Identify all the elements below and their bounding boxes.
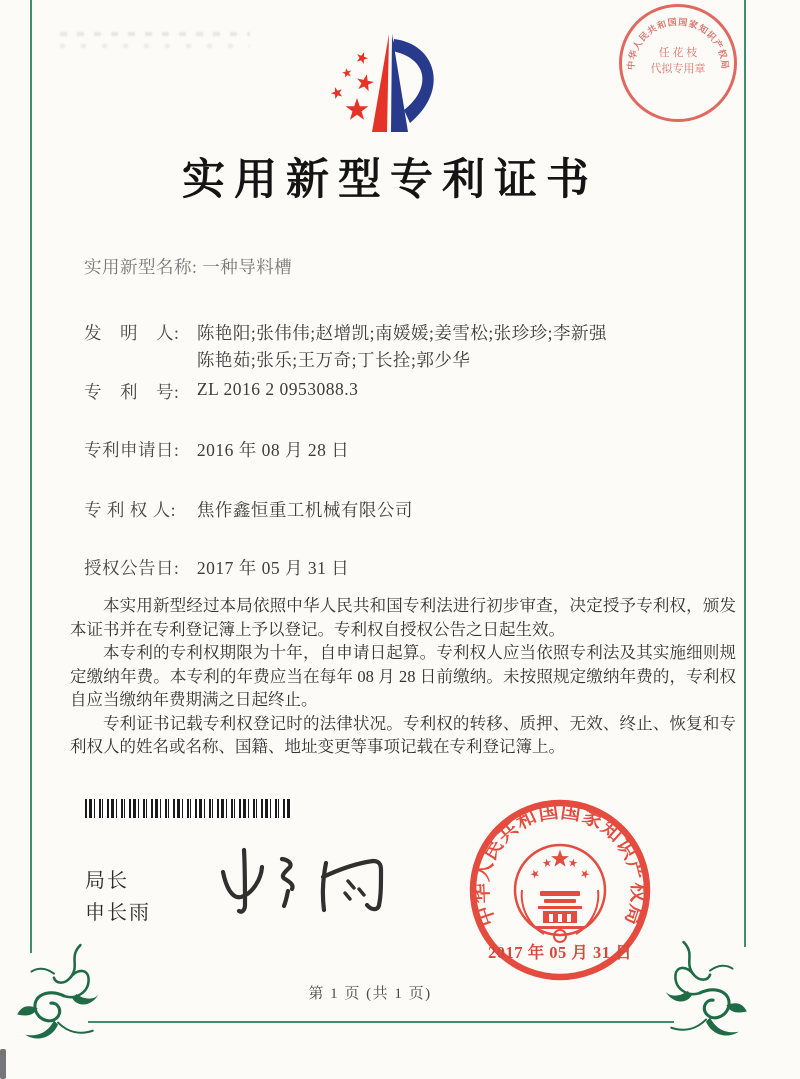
field-label: 授权公告日:: [84, 558, 180, 578]
field-grant-date: [84, 555, 349, 580]
commissioner-name: 申长雨: [85, 902, 151, 924]
legal-body-text: [70, 594, 736, 759]
frame-bottom-line: [88, 1021, 674, 1023]
field-label: 专 利 权 人:: [84, 500, 176, 520]
stamp-center-line1: 任 花 枝: [658, 47, 698, 59]
field-patent-number: [84, 379, 358, 404]
seal-national-emblem: [515, 845, 605, 942]
inventors-line1: 陈艳阳;张伟伟;赵增凯;南媛媛;姜雪松;张珍珍;李新强: [196, 323, 608, 343]
field-label: 专利申请日:: [84, 440, 180, 460]
commissioner-role-label: 局长: [85, 870, 129, 892]
frame-left-line: [30, 0, 32, 953]
body-paragraph-1: 本实用新型经过本局依照中华人民共和国专利法进行初步审查，决定授予专利权，颁发本证书并在专利登记簿上予以登记。专利权自授权公告之日起生效。: [70, 596, 736, 639]
field-label: 专 利 号:: [84, 382, 180, 402]
page-number-footer: 第 1 页 (共 1 页): [308, 986, 432, 1002]
field-patentee: [84, 497, 413, 522]
field-label: 发 明 人:: [84, 323, 180, 343]
agency-stamp: [614, 2, 742, 126]
seal-date: 2017 年 05 月 31 日: [487, 943, 633, 962]
stamp-arc-text: 中华人民共和国国家知识产权局: [625, 16, 731, 71]
commissioner-handwritten-signature: [195, 833, 395, 945]
field-value: ZL 2016 2 0953088.3: [196, 379, 359, 399]
seal-arc-text: 中华人民共和国国家知识产权局: [470, 800, 650, 929]
field-value: 2016 年 08 月 28 日: [196, 440, 350, 460]
field-filing-date: [84, 437, 349, 462]
logo-stars: [329, 50, 375, 120]
field-utility-model-name: [84, 254, 292, 279]
field-label: 实用新型名称:: [84, 257, 198, 277]
inventors-line2: 陈艳茹;张乐;王万奇;丁长拴;郭少华: [196, 350, 471, 370]
scan-edge-smudge: [0, 1049, 6, 1079]
body-paragraph-2: 本专利的专利权期限为十年，自申请日起算。专利权人应当依照专利法及其实施细则规定缴纳年费。本专利的年费应当在每年 08 月 28 日前缴纳。未按照规定缴纳年费的，专利权自应当缴纳年费期满之日起终止。: [70, 643, 736, 709]
faint-print-marks: [60, 32, 250, 54]
field-value: 一种导料槽: [202, 257, 293, 277]
field-value: 2017 年 05 月 31 日: [196, 558, 350, 578]
frame-right-line: [744, 0, 746, 947]
field-value: [197, 320, 607, 374]
body-paragraph-3: 专利证书记载专利权登记时的法律状况。专利权的转移、质押、无效、终止、恢复和专利权人的姓名或名称、国籍、地址变更等事项记载在专利登记簿上。: [70, 713, 736, 756]
field-inventors: [84, 320, 607, 374]
cnipa-official-seal: [465, 795, 655, 985]
stamp-center-line2: 代拟专用章: [650, 63, 706, 75]
logo-column-red: [372, 34, 389, 132]
field-value: 焦作鑫恒重工机械有限公司: [196, 500, 413, 520]
cnipa-logo: [328, 20, 478, 138]
barcode: [85, 799, 292, 818]
certificate-title: 实用新型专利证书: [182, 157, 598, 204]
